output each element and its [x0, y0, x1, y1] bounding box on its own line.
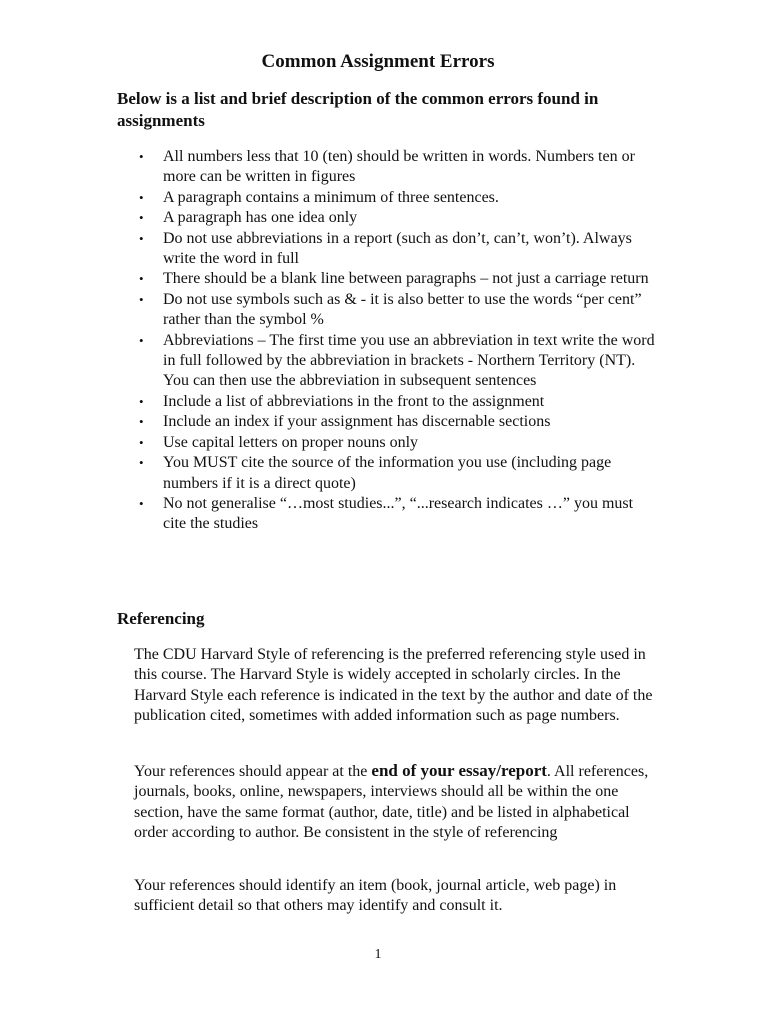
list-item	[117, 147, 657, 188]
intro-heading: Below is a list and brief description of the common errors found in assignments	[117, 89, 599, 130]
bullet-icon: •	[139, 393, 144, 409]
list-item-text: A paragraph has one idea only	[163, 209, 358, 227]
list-item	[117, 229, 657, 270]
list-item-text: You MUST cite the source of the information you use (including page numbers if it is a direct quote)	[163, 454, 612, 492]
list-item-text: A paragraph contains a minimum of three sentences.	[163, 188, 499, 206]
list-item	[117, 331, 657, 392]
list-item	[117, 412, 657, 432]
list-item-text: Include a list of abbreviations in the front to the assignment	[163, 392, 545, 410]
list-item-text: Use capital letters on proper nouns only	[163, 433, 419, 451]
paragraph-2-emphasis: end of your essay/report	[371, 761, 547, 780]
errors-list	[117, 147, 657, 535]
bullet-icon: •	[139, 210, 144, 226]
list-item	[117, 453, 657, 494]
referencing-paragraph-1: The CDU Harvard Style of referencing is the preferred referencing style used in this course. The Harvard Style is widely accepted in scholarly circles. In the Harvard Style each reference is indicated in the text by the author and date of the publication cited, sometimes with added information such as page numbers.	[134, 646, 653, 725]
list-item	[117, 290, 657, 331]
bullet-icon: •	[139, 495, 144, 511]
document-title: Common Assignment Errors	[261, 51, 495, 72]
paragraph-2-trailing-text: . All references, journals, books, online, newspapers, interviews should all be within the one section, have the same format (author, date, title) and be listed in alphabetical order according to author. Be consistent in the style of referencing	[134, 763, 649, 842]
bullet-icon: •	[139, 189, 144, 205]
referencing-heading: Referencing	[117, 609, 205, 628]
list-item	[117, 269, 657, 289]
list-item-text: Do not use abbreviations in a report (such as don’t, can’t, won’t). Always write the word in full	[163, 229, 632, 268]
list-item-text: Abbreviations – The first time you use an abbreviation in text write the word in full followed by the abbreviation in brackets - Northern Territory (NT). You can then use the abbreviation in subsequent sentences	[163, 331, 655, 390]
list-item	[117, 433, 657, 453]
list-item-text: Include an index if your assignment has discernable sections	[163, 413, 551, 431]
list-item	[117, 392, 657, 412]
list-item-text: All numbers less that 10 (ten) should be written in words. Numbers ten or more can be written in figures	[163, 148, 635, 186]
list-item	[117, 188, 657, 208]
bullet-icon: •	[139, 455, 144, 471]
list-item	[117, 494, 657, 535]
referencing-paragraph-3: Your references should identify an item (book, journal article, web page) in sufficient detail so that others may identify and consult it.	[134, 877, 617, 915]
list-item-text: No not generalise “…most studies...”, “...research indicates …” you must cite the studies	[163, 494, 634, 533]
list-item	[117, 208, 657, 228]
referencing-paragraph-2	[134, 761, 654, 844]
list-item-text: There should be a blank line between paragraphs – not just a carriage return	[163, 270, 649, 288]
paragraph-2-lead-text: Your references should appear at the	[134, 763, 372, 780]
bullet-icon: •	[139, 230, 144, 246]
page-number: 1	[374, 947, 382, 962]
bullet-icon: •	[139, 149, 144, 164]
bullet-icon: •	[139, 434, 144, 450]
bullet-icon: •	[139, 271, 144, 287]
bullet-icon: •	[139, 414, 144, 430]
list-item-text: Do not use symbols such as & - it is also better to use the words “per cent” rather than the symbol %	[163, 290, 642, 329]
bullet-icon: •	[139, 332, 144, 348]
bullet-icon: •	[139, 291, 144, 307]
